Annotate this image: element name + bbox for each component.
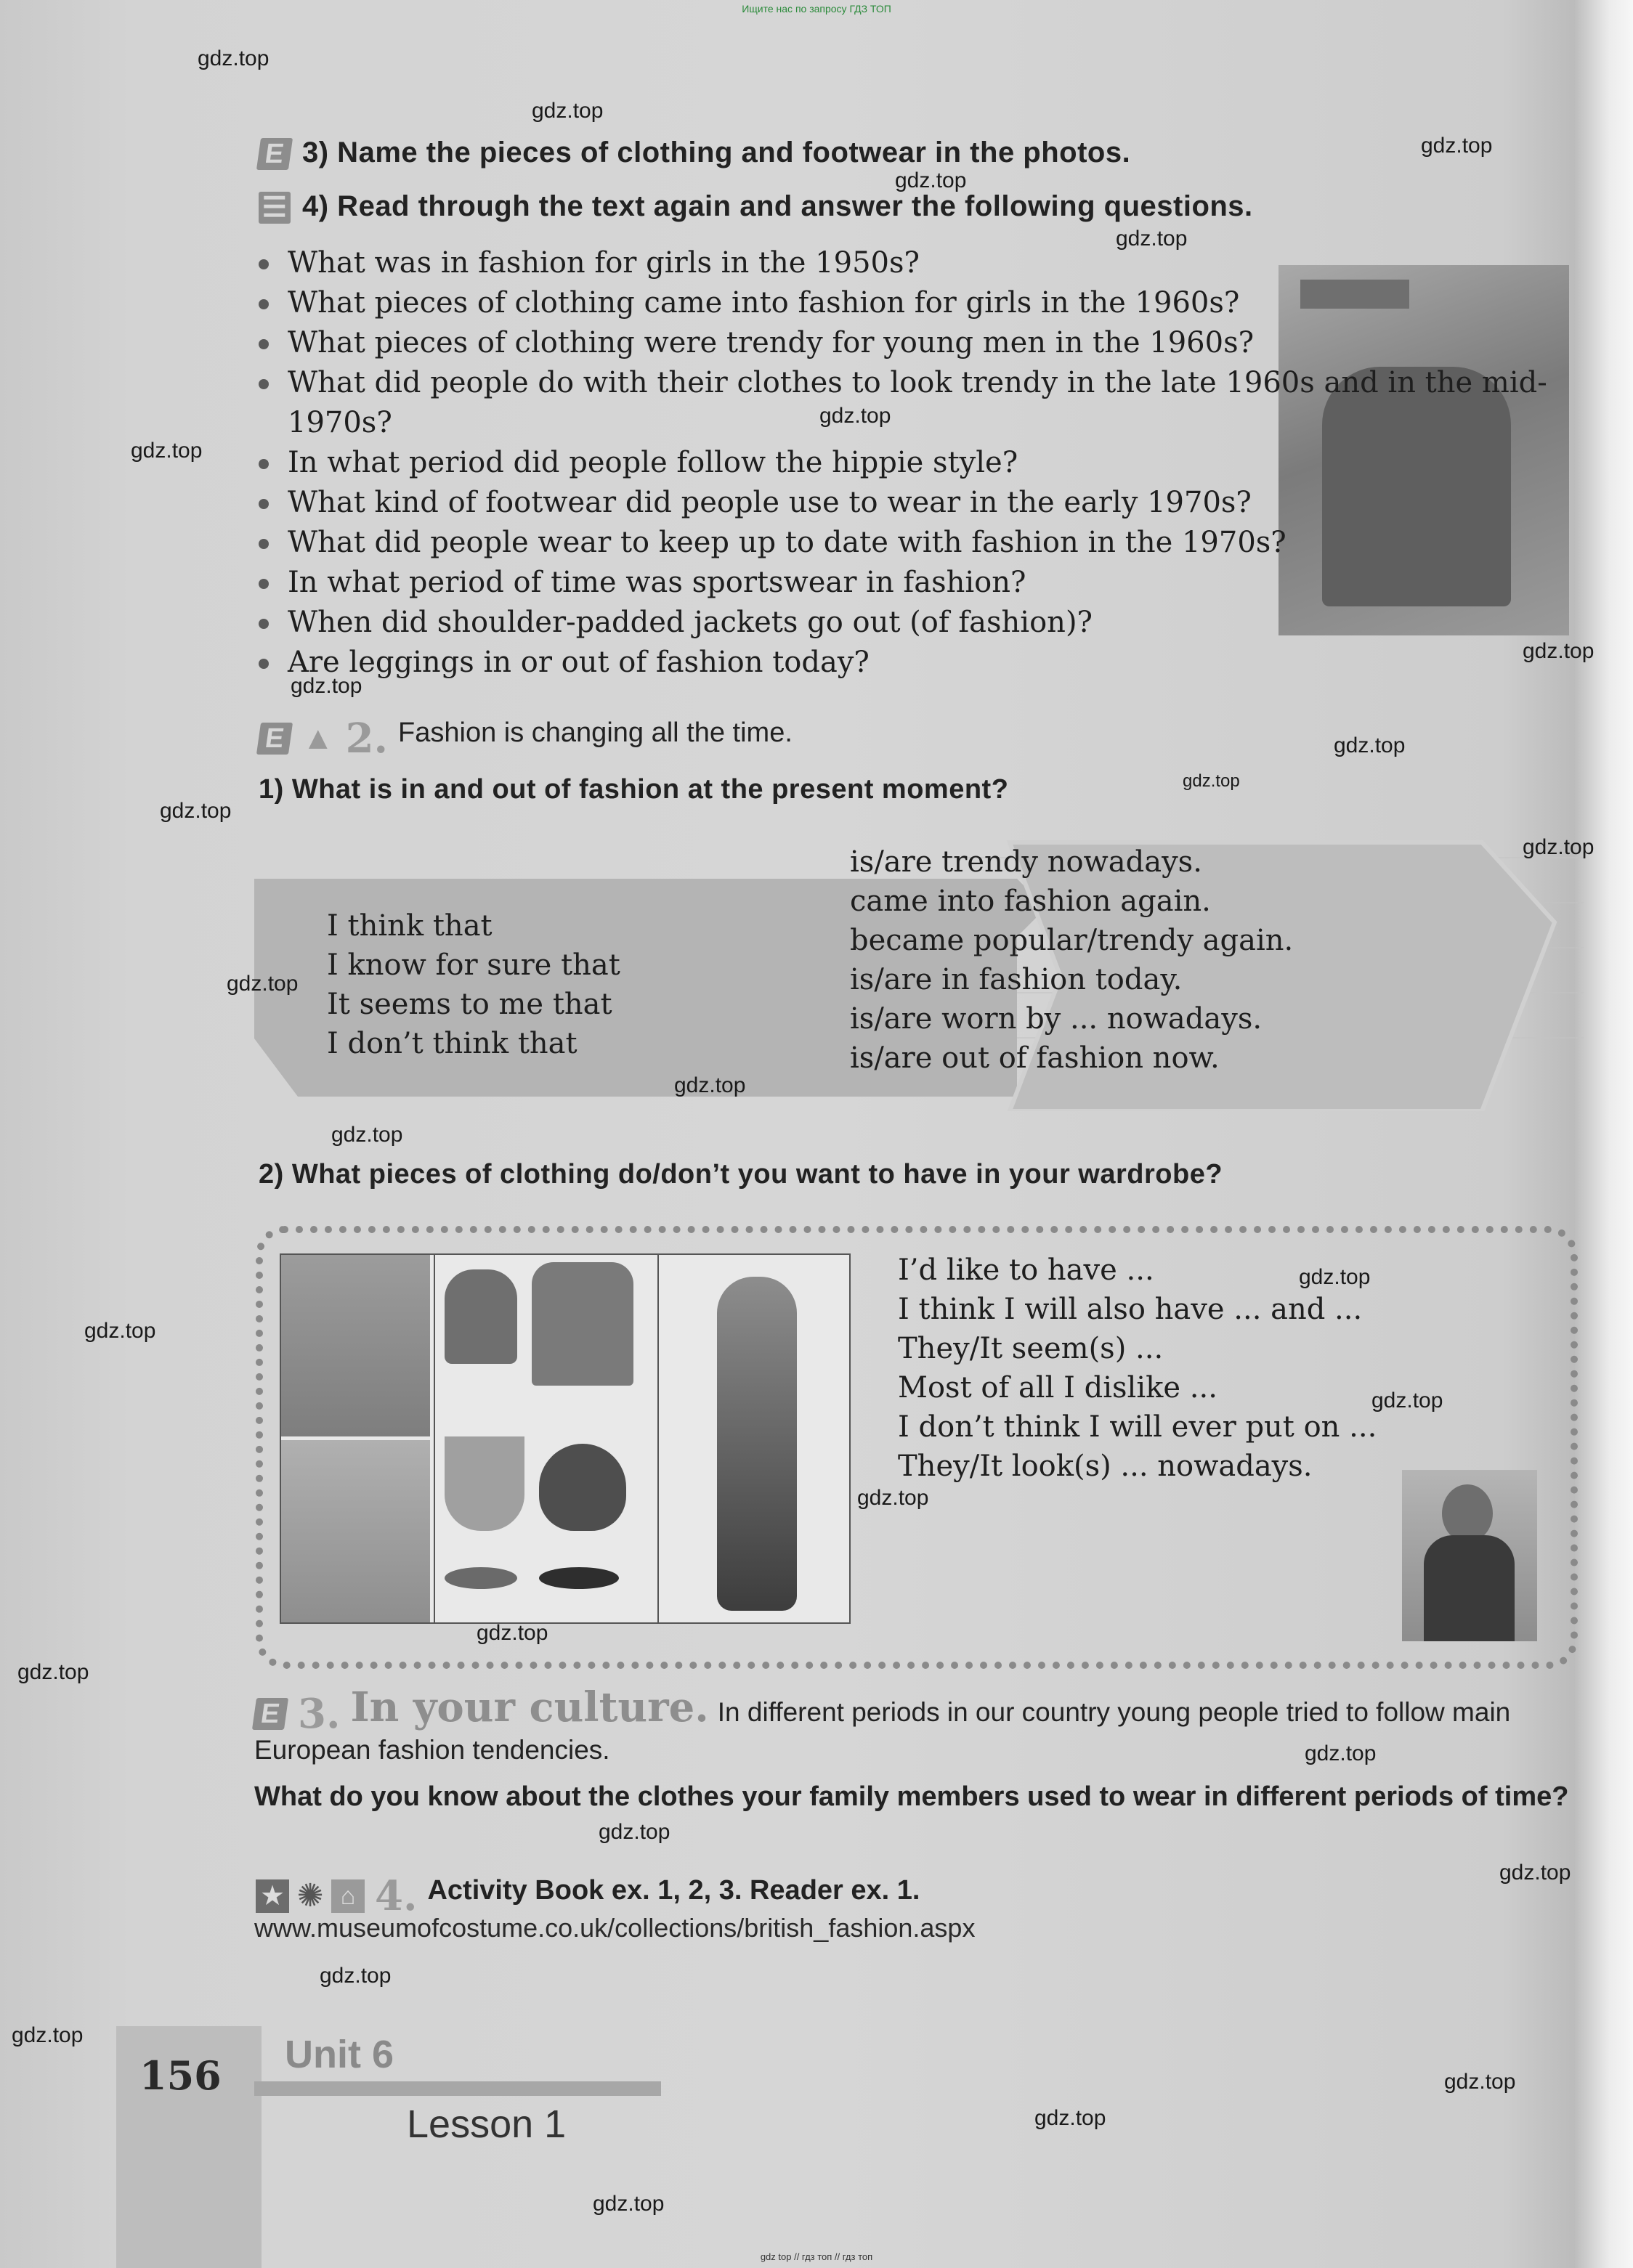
watermark: gdz.top	[593, 2192, 665, 2216]
bullet-icon	[259, 539, 269, 549]
list-item: What was in fashion for girls in the 1950s?	[254, 243, 1576, 283]
phrase: became popular/trendy again.	[850, 924, 1294, 957]
list-item: What did people do with their clothes to look trendy in the late 1960s and in the mid-1970s?	[254, 363, 1576, 443]
speaking-triangle-icon: ▲	[302, 720, 334, 756]
lesson-label: Lesson 1	[407, 2102, 567, 2146]
bullet-icon	[259, 339, 269, 349]
watermark: gdz.top	[1444, 2070, 1516, 2094]
watermark: gdz.top	[198, 46, 270, 70]
exercise-e-icon: E	[256, 138, 293, 170]
site-footer-note: gdz top // гдз топ // гдз топ	[760, 2251, 873, 2262]
exercise-3-text: In different periods in our country young people tried to follow main European fashion tendencies.	[254, 1697, 1511, 1765]
list-item: What kind of footwear did people use to wear in the early 1970s?	[254, 483, 1576, 523]
young-man-photo	[1402, 1470, 1537, 1641]
star-icon: ★	[256, 1879, 289, 1913]
watermark: gdz.top	[674, 1073, 746, 1097]
watermark: gdz.top	[532, 99, 604, 123]
exercise-3-question: What do you know about the clothes your family members used to wear in different periods of time?	[254, 1781, 1569, 1812]
exercise-2-question-2: 2) What pieces of clothing do/don’t you want to have in your wardrobe?	[259, 1159, 1223, 1190]
list-item: What pieces of clothing were trendy for young men in the 1960s?	[254, 323, 1576, 363]
task-3-heading: E 3) Name the pieces of clothing and footwear in the photos.	[259, 137, 1130, 170]
watermark: gdz.top	[895, 168, 967, 192]
watermark: gdz.top	[320, 1964, 392, 1988]
phrase: They/It look(s) ... nowadays.	[898, 1450, 1313, 1483]
house-icon: ⌂	[331, 1879, 365, 1913]
watermark: gdz.top	[160, 799, 232, 823]
phrase: I think that	[327, 909, 493, 943]
watermark: gdz.top	[857, 1486, 929, 1510]
watermark: gdz.top	[1116, 227, 1188, 251]
watermark: gdz.top	[1183, 771, 1240, 791]
watermark: gdz.top	[1523, 835, 1594, 859]
book-spine-shadow	[1575, 0, 1633, 2268]
watermark: gdz.top	[12, 2023, 84, 2047]
phrase: I’d like to have ...	[898, 1253, 1154, 1287]
watermark: gdz.top	[291, 674, 362, 698]
watermark: gdz.top	[131, 439, 203, 463]
bullet-icon	[259, 619, 269, 629]
watermark: gdz.top	[819, 404, 891, 428]
phrase: Most of all I dislike ...	[898, 1371, 1217, 1405]
reading-icon: ☰	[259, 192, 291, 224]
site-note: Ищите нас по запросу ГДЗ ТОП	[742, 3, 891, 15]
unit-label: Unit 6	[285, 2033, 394, 2076]
phrase: came into fashion again.	[850, 885, 1211, 918]
watermark: gdz.top	[1499, 1861, 1571, 1885]
watermark: gdz.top	[1305, 1741, 1377, 1765]
watermark: gdz.top	[227, 972, 299, 996]
task-4-heading: ☰ 4) Read through the text again and answer the following questions.	[259, 190, 1253, 224]
list-item: In what period did people follow the hippie style?	[254, 443, 1576, 483]
phrase: They/It seem(s) ...	[898, 1332, 1164, 1365]
phrase: I don’t think I will ever put on ...	[898, 1410, 1377, 1444]
list-item: When did shoulder-padded jackets go out (of fashion)?	[254, 603, 1576, 643]
list-item: What did people wear to keep up to date with fashion in the 1970s?	[254, 523, 1576, 563]
bullet-icon	[259, 579, 269, 589]
bullet-icon	[259, 459, 269, 469]
watermark: gdz.top	[1421, 134, 1493, 158]
phrase: I think I will also have ... and ...	[898, 1293, 1363, 1326]
list-item: What pieces of clothing came into fashion for girls in the 1960s?	[254, 283, 1576, 323]
question-list	[254, 243, 1576, 683]
list-item: In what period of time was sportswear in fashion?	[254, 563, 1576, 603]
phrase: It seems to me that	[327, 988, 612, 1021]
watermark: gdz.top	[477, 1621, 548, 1645]
phrase: is/are out of fashion now.	[850, 1041, 1220, 1075]
web-icon: ✺	[296, 1878, 324, 1914]
watermark: gdz.top	[1299, 1265, 1371, 1289]
watermark: gdz.top	[1034, 2106, 1106, 2130]
exercise-2-heading: E ▲ 2. Fashion is changing all the time.	[259, 715, 793, 763]
phrase: is/are trendy nowadays.	[850, 845, 1202, 879]
exercise-e-icon: E	[252, 1698, 288, 1730]
exercise-e-icon: E	[256, 723, 293, 755]
exercise-4: ★ ✺ ⌂ 4. Activity Book ex. 1, 2, 3. Reader ex. 1.	[256, 1872, 920, 1920]
page-number: 156	[139, 2052, 222, 2099]
phrase: is/are in fashion today.	[850, 963, 1183, 996]
watermark: gdz.top	[84, 1319, 156, 1343]
bullet-icon	[259, 299, 269, 309]
website-link[interactable]: www.museumofcostume.co.uk/collections/british_fashion.aspx	[254, 1913, 976, 1943]
bullet-icon	[259, 379, 269, 389]
exercise-3: E 3. In your culture. In different periods in our country young people tried to follow main European fashion tendencies.	[254, 1689, 1569, 1768]
exercise-3-title: In your culture.	[350, 1683, 709, 1731]
clothing-collage-photo	[280, 1253, 851, 1624]
fashion-phrases	[850, 842, 1293, 1078]
opinion-phrases	[327, 906, 620, 1063]
watermark: gdz.top	[1371, 1389, 1443, 1413]
watermark: gdz.top	[17, 1660, 89, 1684]
watermark: gdz.top	[599, 1820, 670, 1844]
phrase: I don’t think that	[327, 1027, 578, 1060]
bullet-icon	[259, 659, 269, 669]
exercise-2-question-1: 1) What is in and out of fashion at the present moment?	[259, 774, 1009, 805]
unit-underline	[254, 2081, 661, 2096]
watermark: gdz.top	[1523, 639, 1594, 663]
bullet-icon	[259, 259, 269, 269]
phrase: I know for sure that	[327, 948, 620, 982]
watermark: gdz.top	[331, 1123, 403, 1147]
bullet-icon	[259, 499, 269, 509]
phrase: is/are worn by ... nowadays.	[850, 1002, 1263, 1036]
list-item: Are leggings in or out of fashion today?	[254, 643, 1576, 683]
watermark: gdz.top	[1334, 733, 1406, 757]
